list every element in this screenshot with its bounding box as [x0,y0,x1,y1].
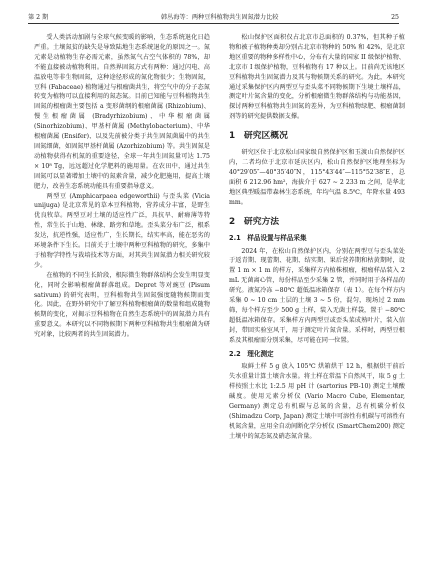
paragraph: 研究区位于北京松山国家级自然保护区和玉渡山自然保护区内，二者均位于北京市延庆区内，松山自然保护区地理坐标为 40°29′05″—40°35′40″N，115°43′44″—115°52′38″E，总面积 6 212.96 hm²，海拔介于 627 ~ 2 233 m 之间，是华北地区典型暖温带森林生态系统，年均气温 8.5℃，年降水量 493 mm。 [229,149,405,206]
paragraph: 在植物的不同生长阶段，根际微生物群落结构会发生明显变化，同时会影响根瘤菌群落组成。Depret 等对豌豆 (Pisum sativum) 的研究表明，豆科植物共生固氮强度随物候期而变化。因此，在野外研究中了解豆科植物根瘤菌的数量和组成随物候期的变化，对揭示豆科植物在自然生态系统中的固氮潜力具有重要意义。本研究以不同物候期下两种豆科植物共生根瘤菌为研究对象，比较两者的共生固氮潜力。 [34,271,210,339]
paragraph: 取鲜土样 5 g 放入 105℃ 烘箱烘干 12 h，根据烘干前后失水重量计算土壤含水量。将土样在常温下自然风干，取 5 g 土样按照土水比 1:2.5 用 pH 计 (sartorius PB-10) 测定土壤酸碱度。使用元素分析仪 (Vario Macro Cube, Elementar, Germany) 测定总有机碳与总氮的含量，总有机碳分析仪 (Shimadzu Corp, Japan) 测定土壤中可溶性有机碳与可溶性有机氮含量，应用全自动间断化学分析仪 (SmartChem200) 测定土壤中的氮态氮及硝态氮含量。 [229,363,405,440]
subsection-heading: 2.2 理化测定 [229,349,274,358]
subsection-heading: 2.1 样品设置与样品采集 [229,233,307,242]
paragraph: 两型豆 (Amphicarpaea edgeworthii) 与歪头菜 (Vicia unijuga) 是北京常见的草本豆科植物，营养成分丰富，是野生优良牧草。两型豆对土壤的适应性广泛，具抗旱、耐瘠薄等特性，常生长于山地、林缘、路旁和草地。歪头菜分布广泛，根系发达，抗逆性强，适应性广，生长期长，结实率高，能在恶劣的环境条件下生长。目前关于土壤中两种豆科植物的研究，多集中于植物学特性与栽培技术等方面，对其共生固氮潜力相关研究较少。 [34,192,210,269]
section-heading: 1 研究区概况 [229,131,288,142]
paragraph: 松山保护区面积仅占北京市总面积的 0.37%，但其种子植物和被子植物种类却分别占北京市物种的 50% 和 42%，是北京地区重要的物种多样性中心，分布有大量的国家 II 级保护植物、北京市 I 级保护植物，豆科植物有 17 种以上。目前尚无该地区豆科植物共生固氮潜力及其与物候期关系的研究。为此，本研究通过采集保护区内两型豆与歪头菜不同物候期下生境土壤样品，测定叶片氮含量的变化，分析根瘤微生物群落结构与功能基因，探讨两种豆科植物共生固氮的差异，为豆科植物绿肥、根瘤菌制剂等的研究提供数据支撑。 [229,34,405,121]
right-column [229,33,405,568]
page-number: 25 [391,14,399,21]
issue-number: 第 2 期 [28,14,49,21]
running-title: 韩丛海等：两种豆科植物共生固氮潜力比较 [160,14,279,21]
running-header [28,9,399,24]
paragraph: 2024 年，在松山自然保护区内，分别在两型豆与歪头菜处于返青期、现蕾期、花期、结实期、果后营养期和枯黄期时，设置 1 m × 1 m 的样方，采集样方内植株根瘤，根瘤样品装入 2 mL 无菌离心管，每份样品至少采集 2 管，并同时用于各样品的研究。液氮冷冻 −80℃ 超低温冰箱保存（表 1）。在每个样方内采集 0 ~ 10 cm 土层的土壤 3 ~ 5 份，混匀，现场过 2 mm 筛，每个样方至少 500 g 土样，装入无菌土样袋，置于 −80℃ 超低温冰箱保存。采集样方内两型豆或歪头菜成熟叶片，装入信封，带回实验室风干，用于测定叶片氮含量。采样时，两型豆根系及其根瘤需分别采集，尽可能在同一位置。 [229,247,405,344]
section-heading: 2 研究方法 [229,216,280,227]
paragraph: 受人类活动加剧与全球气候变暖的影响，生态系统退化日趋严重。土壤氮贫的缺失是导致陆地生态系统退化的原因之一。氮元素是动植物生存必需元素，虽然氮气占空气体积的 78%，却不能直接被动植物利用。自然界固氮方式有两种：通过闪电、高温放电等非生物固氮，这种途径形成的氮化物很少；生物固氮，豆科 (Fabaceae) 植物通过与根瘤菌共生，将空气中的分子态氮转变为植物可以直接利用的氮态氮。目前已知能与豆科植物共生固氮的根瘤菌主要包括 a 变形菌纲的根瘤菌属 (Rhizobium)、慢生根瘤菌属 (Bradyrhizobium)、中华根瘤菌属 (Sinorhizobium)、甲基杆菌属 (Methylobacterium)、中华根瘤菌属 (Ensifer)、以及先前被分类于共生固氮菌属中的共生固氮细菌，如固氮甲基杆菌属 (Azorhizobium) 等。共生固氮是动植物获得有机氮的重要途径，全球一年共生固氮量可达 1.75 × 10⁸ Tg，远远超过化学肥料的施用量。在农田中，通过共生固氮可以显著增加土壤中的氮素含量，减少化肥施用，提高土壤肥力，改善生态系统功能具有重要指导意义。 [34,34,210,190]
left-column [34,33,210,568]
